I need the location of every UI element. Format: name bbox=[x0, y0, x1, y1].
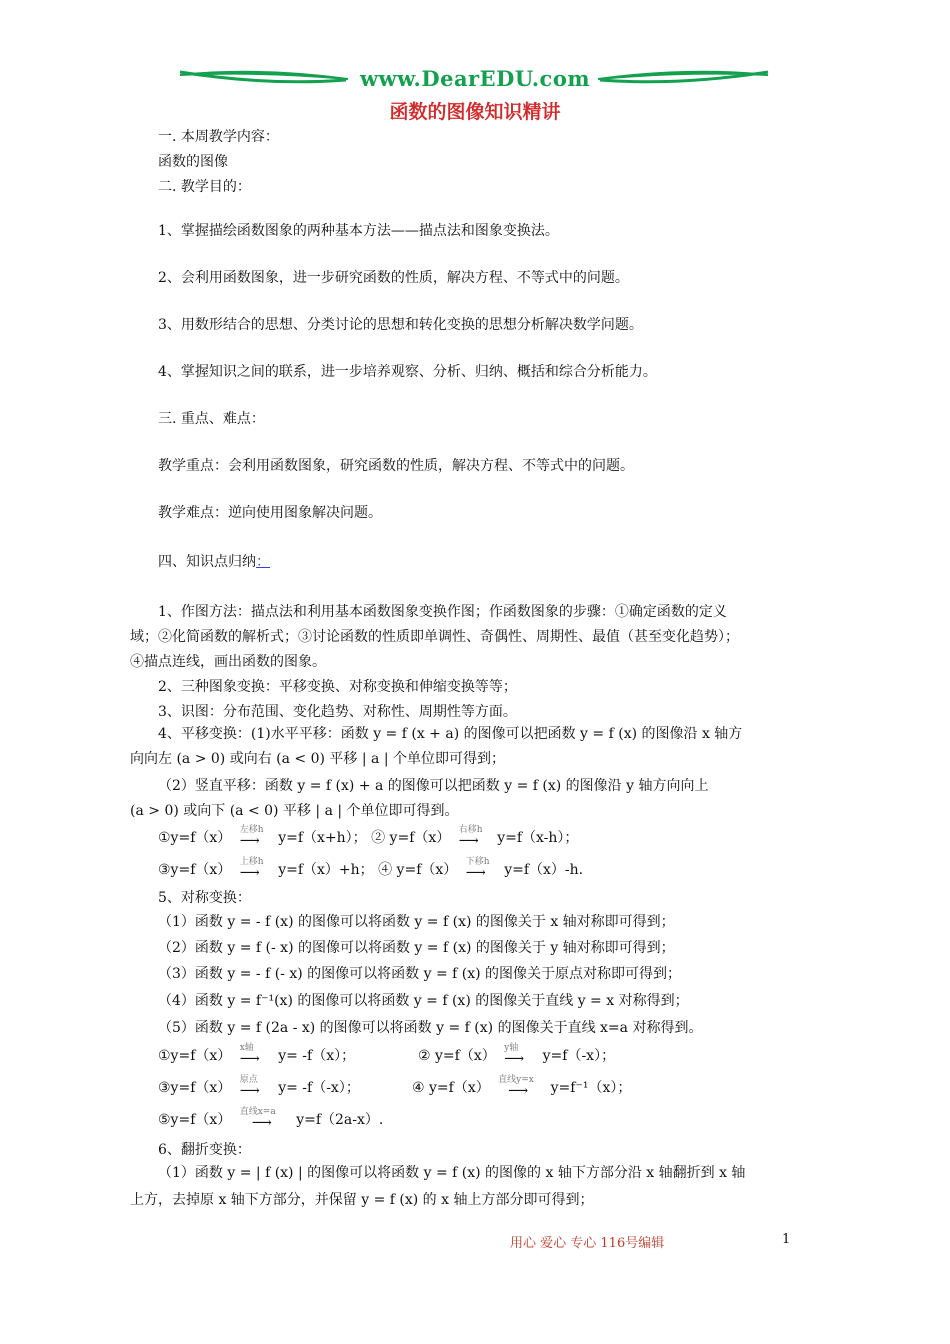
footer-text: 用心 爱心 专心 116号编辑 bbox=[510, 1236, 665, 1251]
right-arrow-icon: ⟶ bbox=[508, 1083, 529, 1099]
symmetry-ex-3-label: 原点 bbox=[239, 1075, 258, 1085]
translation-1-arrow bbox=[239, 825, 270, 849]
site-logo-text: www.DearEDU.com bbox=[359, 66, 591, 91]
symmetry-ex-2-label: y轴 bbox=[504, 1043, 519, 1053]
goal-2: 2、会利用函数图象，进一步研究函数的性质，解决方程、不等式中的问题。 bbox=[158, 270, 629, 286]
point-3: 3、识图：分布范围、变化趋势、对称性、周期性等方面。 bbox=[158, 704, 517, 720]
section-1-body: 函数的图像 bbox=[158, 154, 228, 170]
translation-1-label: 左移h bbox=[239, 825, 264, 835]
symmetry-ex-1-from: ①y=f（x） bbox=[158, 1048, 232, 1064]
point-1-line-3: ④描点连线，画出函数的图象。 bbox=[130, 654, 326, 670]
symmetry-ex-3-arrow bbox=[239, 1075, 270, 1099]
difficult-point: 教学难点：逆向使用图象解决问题。 bbox=[158, 505, 382, 521]
translation-2-label: 右移h bbox=[458, 825, 483, 835]
right-arrow-icon: ⟶ bbox=[504, 1051, 525, 1067]
symmetry-ex-4-from: ④ y=f（x） bbox=[412, 1080, 490, 1096]
symmetry-ex-1-label: x轴 bbox=[239, 1043, 254, 1053]
symmetry-3: （3）函数 y = - f (- x) 的图像可以将函数 y = f (x) 的图像关于原点对称即可得到； bbox=[158, 966, 682, 982]
section-3-heading: 三. 重点、难点： bbox=[158, 411, 265, 427]
translation-2-result: y=f（x-h）； bbox=[497, 830, 579, 846]
symmetry-ex-2-result: y=f（-x）； bbox=[542, 1048, 616, 1064]
symmetry-ex-1-result: y= -f（x）； bbox=[278, 1048, 356, 1064]
translation-4-from: ④ y=f（x） bbox=[378, 862, 458, 878]
point-5-heading: 5、对称变换： bbox=[158, 890, 251, 906]
translation-3-result: y=f（x）+h； bbox=[278, 862, 374, 878]
symmetry-4: （4）函数 y = f⁻¹(x) 的图像可以将函数 y = f (x) 的图像关于直线 y = x 对称得到； bbox=[158, 993, 689, 1009]
section-4-heading-text: 四、知识点归纳 bbox=[158, 554, 256, 570]
point-1-line-1: 1、作图方法：描点法和利用基本函数图象变换作图；作函数图象的步骤：①确定函数的定义 bbox=[158, 604, 727, 620]
point-1-line-2: 域；②化简函数的解析式；③讨论函数的性质即单调性、奇偶性、周期性、最值（甚至变化趋势）； bbox=[130, 629, 739, 645]
symmetry-ex-3-result: y= -f（-x）； bbox=[278, 1080, 360, 1096]
translation-4-result: y=f（x）-h. bbox=[504, 862, 584, 878]
section-4-link[interactable]: ： bbox=[256, 554, 270, 570]
translation-4-label: 下移h bbox=[465, 857, 490, 867]
point-4-line-4: (a > 0) 或向下 (a < 0) 平移 | a | 个单位即可得到。 bbox=[130, 803, 459, 819]
translation-3-from: ③y=f（x） bbox=[158, 862, 232, 878]
translation-3-arrow bbox=[239, 857, 270, 881]
symmetry-ex-2-from: ② y=f（x） bbox=[418, 1048, 496, 1064]
goal-4: 4、掌握知识之间的联系，进一步培养观察、分析、归纳、概括和综合分析能力。 bbox=[158, 364, 657, 380]
translation-row-1 bbox=[158, 825, 579, 849]
right-arrow-icon: ⟶ bbox=[458, 833, 479, 849]
point-4-line-1: 4、平移变换：(1)水平平移：函数 y = f (x + a) 的图像可以把函数 y = f (x) 的图像沿 x 轴方 bbox=[158, 726, 743, 742]
symmetry-ex-3-from: ③y=f（x） bbox=[158, 1080, 232, 1096]
fold-1-line-2: 上方，去掉原 x 轴下方部分，并保留 y = f (x) 的 x 轴上方部分即可得到； bbox=[130, 1192, 594, 1208]
translation-4-arrow bbox=[465, 857, 496, 881]
point-4-line-2: 向向左 (a > 0) 或向右 (a < 0) 平移 | a | 个单位即可得到； bbox=[130, 751, 505, 767]
goal-3: 3、用数形结合的思想、分类讨论的思想和转化变换的思想分析解决数学问题。 bbox=[158, 317, 643, 333]
symmetry-ex-5-label: 直线x=a bbox=[239, 1107, 276, 1117]
point-6-heading: 6、翻折变换： bbox=[158, 1142, 251, 1158]
section-1-heading: 一. 本周教学内容： bbox=[158, 129, 279, 145]
symmetry-ex-4-label: 直线y=x bbox=[498, 1075, 534, 1085]
symmetry-ex-4-arrow bbox=[498, 1075, 542, 1099]
symmetry-row-3 bbox=[158, 1107, 384, 1131]
translation-2-arrow bbox=[458, 825, 489, 849]
symmetry-5: （5）函数 y = f (2a - x) 的图像可以将函数 y = f (x) 的图像关于直线 x=a 对称得到。 bbox=[158, 1020, 703, 1036]
point-2: 2、三种图象变换：平移变换、对称变换和伸缩变换等等； bbox=[158, 679, 517, 695]
right-arrow-icon: ⟶ bbox=[251, 1115, 272, 1131]
symmetry-2: （2）函数 y = f (- x) 的图像可以将函数 y = f (x) 的图像关于 y 轴对称即可得到； bbox=[158, 940, 675, 956]
symmetry-1: （1）函数 y = - f (x) 的图像可以将函数 y = f (x) 的图像关于 x 轴对称即可得到； bbox=[158, 914, 675, 930]
section-4-heading bbox=[158, 552, 270, 572]
right-arrow-icon: ⟶ bbox=[239, 1051, 260, 1067]
translation-3-label: 上移h bbox=[239, 857, 264, 867]
key-point: 教学重点：会利用函数图象，研究函数的性质，解决方程、不等式中的问题。 bbox=[158, 458, 634, 474]
symmetry-row-2b bbox=[412, 1075, 632, 1099]
symmetry-ex-5-result: y=f（2a-x）. bbox=[296, 1112, 384, 1128]
translation-row-2 bbox=[158, 857, 584, 881]
translation-1-from: ①y=f（x） bbox=[158, 830, 232, 846]
symmetry-ex-5-arrow bbox=[239, 1107, 288, 1131]
right-arrow-icon: ⟶ bbox=[465, 865, 486, 881]
translation-2-from: ② y=f（x） bbox=[371, 830, 451, 846]
fold-1-line-1: （1）函数 y = | f (x) | 的图像可以将函数 y = f (x) 的图像的 x 轴下方部分沿 x 轴翻折到 x 轴 bbox=[158, 1165, 746, 1181]
symmetry-ex-1-arrow bbox=[239, 1043, 270, 1067]
page-title: 函数的图像知识精讲 bbox=[389, 101, 561, 123]
symmetry-ex-4-result: y=f⁻¹（x）； bbox=[550, 1080, 632, 1096]
symmetry-row-2 bbox=[158, 1075, 360, 1099]
goal-1: 1、掌握描绘函数图象的两种基本方法——描点法和图象变换法。 bbox=[158, 223, 559, 239]
translation-1-result: y=f（x+h）； bbox=[278, 830, 367, 846]
right-arrow-icon: ⟶ bbox=[239, 865, 260, 881]
symmetry-row-1 bbox=[158, 1043, 356, 1067]
section-2-heading: 二. 教学目的： bbox=[158, 179, 251, 195]
point-4-line-3: （2）竖直平移：函数 y = f (x) + a 的图像可以把函数 y = f (x) 的图像沿 y 轴方向向上 bbox=[158, 778, 709, 794]
page-number: 1 bbox=[782, 1232, 791, 1247]
right-arrow-icon: ⟶ bbox=[239, 1083, 260, 1099]
symmetry-ex-5-from: ⑤y=f（x） bbox=[158, 1112, 232, 1128]
right-arrow-icon: ⟶ bbox=[239, 833, 260, 849]
symmetry-ex-2-arrow bbox=[504, 1043, 534, 1067]
symmetry-row-1b bbox=[418, 1043, 616, 1067]
